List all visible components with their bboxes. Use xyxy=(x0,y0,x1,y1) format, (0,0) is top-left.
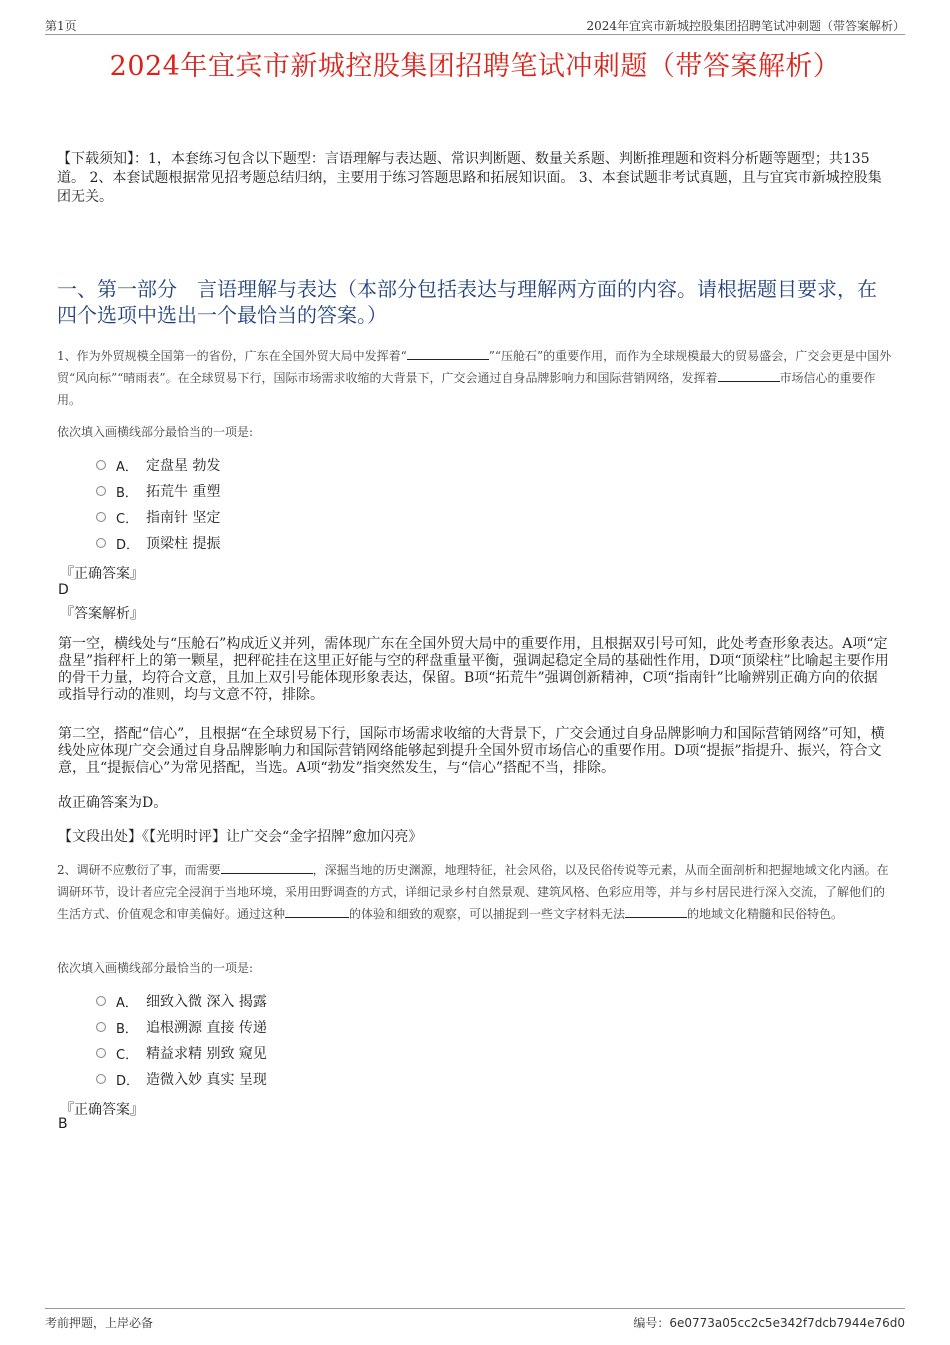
q1-analysis-paragraph-2: 第二空，搭配“信心”，且根据“在全球贸易下行，国际市场需求收缩的大背景下，广交会通过自身品牌影响力和国际营销网络”可知，横线处应体现广交会通过自身品牌影响力和国际营销网络能够起到提升全国外贸市场信心的重要作用。D项“提振”指提升、振兴，符合文意，且“提振信心”为常见搭配，当选。A项“勃发”指突然发生，与“信心”搭配不当，排除。 xyxy=(58,726,885,776)
radio-icon[interactable] xyxy=(96,1074,106,1084)
q1-source: 【文段出处】《【光明时评】让广交会“金字招牌”愈加闪亮》 xyxy=(58,829,423,845)
q2-blank-3 xyxy=(625,905,687,918)
q1-option-d[interactable]: D． 顶梁柱 提振 xyxy=(96,530,220,556)
radio-icon[interactable] xyxy=(96,512,106,522)
q2-option-a[interactable]: A． 细致入微 深入 揭露 xyxy=(96,988,267,1014)
page-number: 第1页 xyxy=(45,19,77,33)
radio-icon[interactable] xyxy=(96,460,106,470)
q1-prompt: 依次填入画横线部分最恰当的一项是: xyxy=(57,425,254,439)
q2-answer-label: 『正确答案』 xyxy=(60,1102,144,1118)
q1-blank-1 xyxy=(407,347,489,360)
document-title: 2024年宜宾市新城控股集团招聘笔试冲刺题（带答案解析） xyxy=(109,51,841,82)
q1-option-c[interactable]: C． 指南针 坚定 xyxy=(96,504,220,530)
question-2-stem xyxy=(57,859,895,925)
q2-text-part3: 的体验和细致的观察，可以捕捉到一些文字材料无法 xyxy=(349,907,626,921)
page-header xyxy=(45,14,905,35)
q1-analysis-label: 『答案解析』 xyxy=(60,606,144,622)
q1-option-b[interactable]: B． 拓荒牛 重塑 xyxy=(96,478,220,504)
q1-blank-2 xyxy=(718,369,780,382)
q1-answer: D xyxy=(58,582,69,598)
q2-blank-2 xyxy=(285,905,349,918)
q1-options xyxy=(96,452,220,556)
q2-option-c[interactable]: C． 精益求精 别致 窥见 xyxy=(96,1040,267,1066)
q2-prompt: 依次填入画横线部分最恰当的一项是: xyxy=(57,961,254,975)
q2-text-part1: 2、调研不应敷衍了事，而需要 xyxy=(57,863,221,877)
radio-icon[interactable] xyxy=(96,996,106,1006)
radio-icon[interactable] xyxy=(96,538,106,548)
q2-answer: B xyxy=(58,1116,68,1132)
q2-blank-1 xyxy=(221,861,313,874)
radio-icon[interactable] xyxy=(96,1022,106,1032)
footer-code: 编号：6e0773a05cc2c5e342f7dcb7944e76d0 xyxy=(633,1316,905,1330)
radio-icon[interactable] xyxy=(96,1048,106,1058)
q1-conclusion: 故正确答案为D。 xyxy=(58,795,168,811)
question-1-stem xyxy=(57,345,895,411)
q1-analysis-paragraph-1: 第一空，横线处与“压舱石”构成近义并列，需体现广东在全国外贸大局中的重要作用，且根据双引号可知，此处考查形象表达。A项“定盘星”指秤杆上的第一颗星，把秤砣挂在这里正好能与空的秤盘重量平衡，强调起稳定全局的基础性作用，D项“顶梁柱”比喻起主要作用的骨干力量，均符合文意，且加上双引号能体现形象表达，保留。B项“拓荒牛”强调创新精神，C项“指南针”比喻辨别正确方向的依据或指导行动的准则，均与文意不符，排除。 xyxy=(58,636,889,703)
q2-text-part4: 的地域文化精髓和民俗特色。 xyxy=(687,907,844,921)
section-heading: 一、第一部分 言语理解与表达（本部分包括表达与理解两方面的内容。请根据题目要求，在四个选项中选出一个最恰当的答案。） xyxy=(57,277,877,327)
header-doc-title: 2024年宜宾市新城控股集团招聘笔试冲刺题（带答案解析） xyxy=(586,19,905,33)
q2-option-d[interactable]: D． 造微入妙 真实 呈现 xyxy=(96,1066,267,1092)
q1-text-part2: ”“压舱石”的重要作用，而作为全球规模最大的贸易盛会，广交会更是中国外贸“风向标”“晴雨表”。在全球贸易下行，国际市场需求收缩的大背景下，广交会通过自身品牌影响力和国际营销网络，发挥着 xyxy=(57,349,892,385)
radio-icon[interactable] xyxy=(96,486,106,496)
q2-option-b[interactable]: B． 追根溯源 直接 传递 xyxy=(96,1014,267,1040)
page-footer xyxy=(45,1308,905,1331)
download-notice: 【下载须知】：1，本套练习包含以下题型：言语理解与表达题、常识判断题、数量关系题、判断推理题和资料分析题等题型；共135道。 2、本套试题根据常见招考题总结归纳，主要用于练习答题思路和拓展知识面。 3、本套试题非考试真题，且与宜宾市新城控股集团无关。 xyxy=(57,151,882,205)
q1-text-part1: 1、作为外贸规模全国第一的省份，广东在全国外贸大局中发挥着“ xyxy=(57,349,407,363)
q1-text-part3: 市场信心的重要作用。 xyxy=(57,371,876,407)
q2-options xyxy=(96,988,267,1092)
q1-answer-label: 『正确答案』 xyxy=(60,566,144,582)
q2-text-part2: ，深掘当地的历史渊源，地理特征，社会风俗，以及民俗传说等元素，从而全面剖析和把握地域文化内涵。在调研环节，设计者应完全浸润于当地环境，采用田野调查的方式，详细记录乡村自然景观、建筑风格、色彩应用等，并与乡村居民进行深入交流，了解他们的生活方式、价值观念和审美偏好。通过这种 xyxy=(57,863,889,921)
footer-slogan: 考前押题，上岸必备 xyxy=(45,1316,154,1330)
q1-option-a[interactable]: A． 定盘星 勃发 xyxy=(96,452,220,478)
